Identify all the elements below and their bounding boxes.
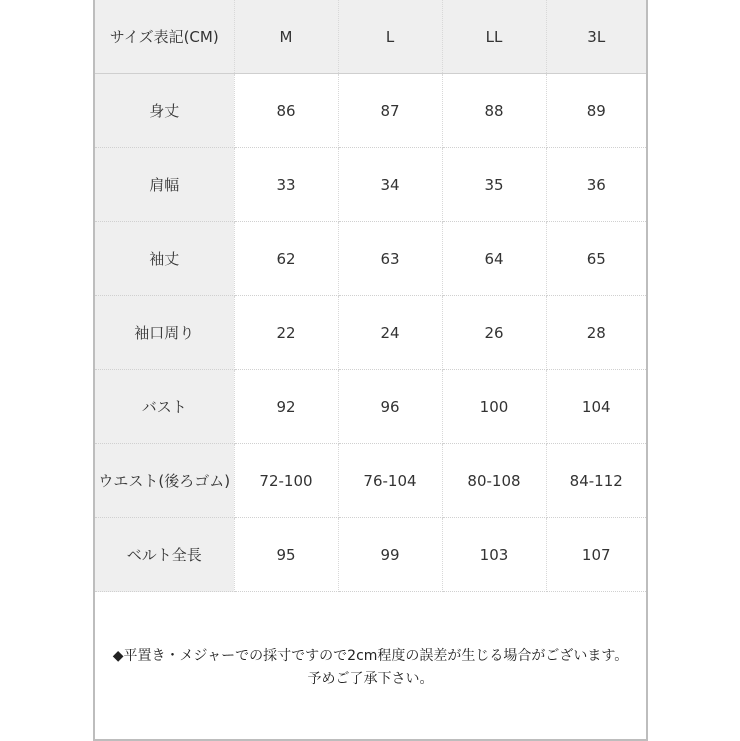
row-label: 袖丈 <box>95 222 234 296</box>
measurement-note <box>95 597 646 739</box>
value-cell: 72-100 <box>234 444 338 518</box>
value-cell: 80-108 <box>442 444 546 518</box>
value-cell: 86 <box>234 74 338 148</box>
value-cell: 64 <box>442 222 546 296</box>
header-cell: M <box>234 0 338 74</box>
value-cell: 100 <box>442 370 546 444</box>
table-row <box>95 148 646 222</box>
table-row <box>95 74 646 148</box>
table-row <box>95 370 646 444</box>
value-cell: 36 <box>546 148 646 222</box>
size-table <box>95 0 646 592</box>
row-label: ベルト全長 <box>95 518 234 592</box>
note-line-1: ◆平置き・メジャーでの採寸ですので2cm程度の誤差が生じる場合がございます。 <box>112 648 629 664</box>
value-cell: 87 <box>338 74 442 148</box>
value-cell: 96 <box>338 370 442 444</box>
value-cell: 26 <box>442 296 546 370</box>
header-cell: LL <box>442 0 546 74</box>
value-cell: 62 <box>234 222 338 296</box>
value-cell: 92 <box>234 370 338 444</box>
value-cell: 104 <box>546 370 646 444</box>
value-cell: 35 <box>442 148 546 222</box>
value-cell: 22 <box>234 296 338 370</box>
row-label: バスト <box>95 370 234 444</box>
value-cell: 88 <box>442 74 546 148</box>
row-label: 身丈 <box>95 74 234 148</box>
header-cell: L <box>338 0 442 74</box>
value-cell: 24 <box>338 296 442 370</box>
value-cell: 76-104 <box>338 444 442 518</box>
header-row <box>95 0 646 74</box>
value-cell: 28 <box>546 296 646 370</box>
value-cell: 84-112 <box>546 444 646 518</box>
value-cell: 65 <box>546 222 646 296</box>
value-cell: 63 <box>338 222 442 296</box>
header-cell: 3L <box>546 0 646 74</box>
value-cell: 89 <box>546 74 646 148</box>
table-row <box>95 296 646 370</box>
value-cell: 99 <box>338 518 442 592</box>
table-row <box>95 444 646 518</box>
table-row <box>95 518 646 592</box>
note-line-2: 予めご了承下さい。 <box>307 671 434 687</box>
row-label: 袖口周り <box>95 296 234 370</box>
value-cell: 33 <box>234 148 338 222</box>
value-cell: 95 <box>234 518 338 592</box>
row-label: ウエスト(後ろゴム) <box>95 444 234 518</box>
header-cell: サイズ表記(CM) <box>95 0 234 74</box>
value-cell: 107 <box>546 518 646 592</box>
value-cell: 103 <box>442 518 546 592</box>
table-row <box>95 222 646 296</box>
size-chart <box>93 0 648 741</box>
value-cell: 34 <box>338 148 442 222</box>
row-label: 肩幅 <box>95 148 234 222</box>
